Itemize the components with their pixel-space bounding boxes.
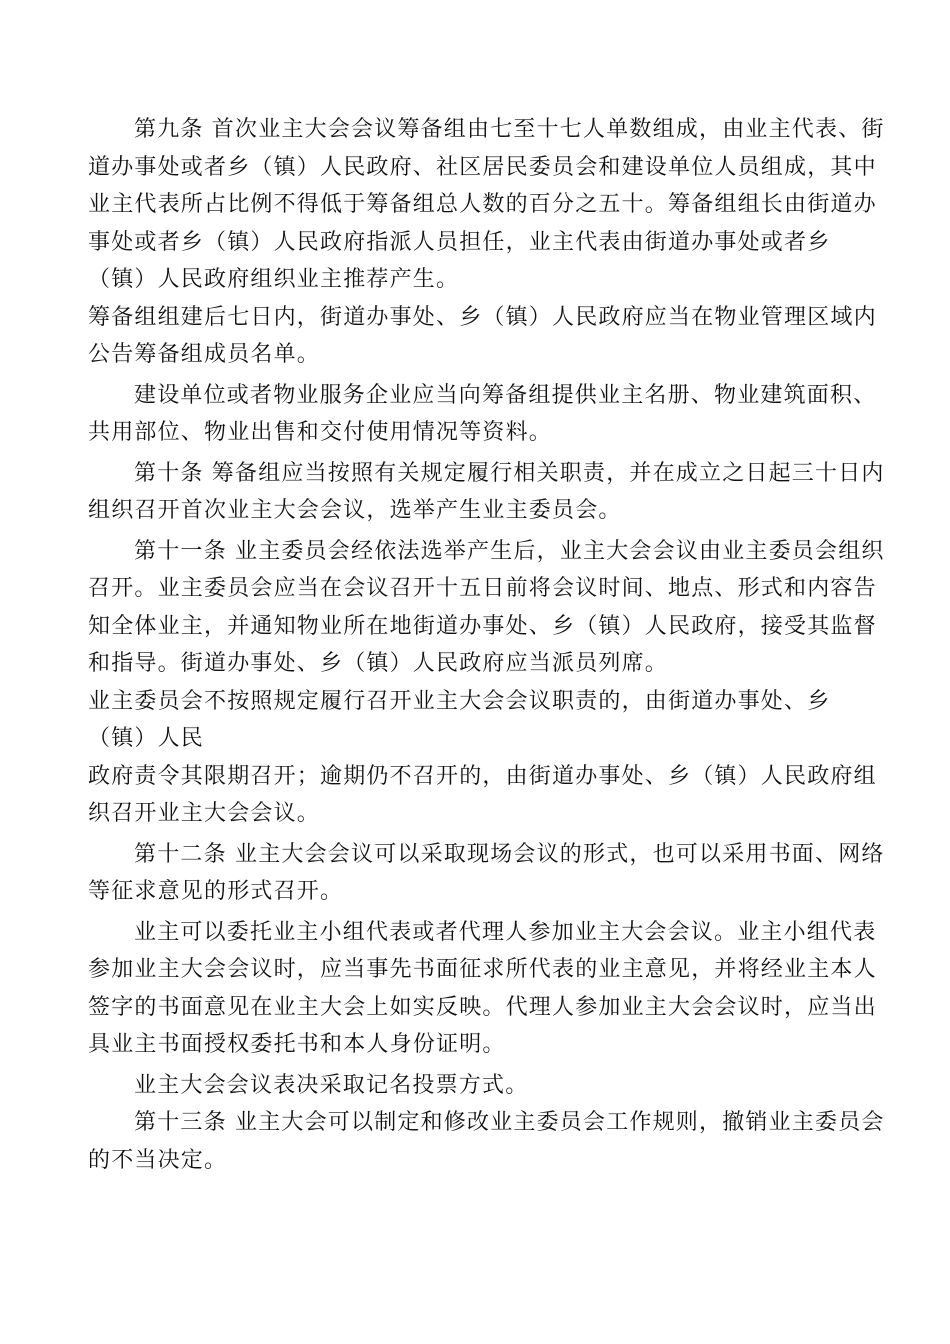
- text-line: 政府责令其限期召开；逾期仍不召开的，由街道办事处、乡（镇）人民政府组: [88, 764, 877, 789]
- text-line: 具业主书面授权委托书和本人身份证明。: [88, 1032, 506, 1057]
- text-line: 知全体业主，并通知物业所在地街道办事处、乡（镇）人民政府，接受其监督: [88, 614, 877, 639]
- text-line: 业主代表所占比例不得低于筹备组总人数的百分之五十。筹备组组长由街道办: [88, 192, 877, 217]
- text-line: 和指导。街道办事处、乡（镇）人民政府应当派员列席。: [88, 651, 669, 676]
- text-line: 召开。业主委员会应当在会议召开十五日前将会议时间、地点、形式和内容告: [88, 576, 877, 601]
- text-line: 签字的书面意见在业主大会上如实反映。代理人参加业主大会会议时，应当出: [88, 995, 877, 1020]
- text-line: 业主委员会不按照规定履行召开业主大会会议职责的，由街道办事处、乡: [88, 689, 831, 714]
- text-line: 等征求意见的形式召开。: [88, 879, 344, 904]
- text-line: 公告筹备组成员名单。: [88, 342, 321, 367]
- text-line: （镇）人民政府组织业主推荐产生。: [88, 267, 460, 292]
- text-line: 第十条 筹备组应当按照有关规定履行相关职责，并在成立之日起三十日内: [134, 461, 885, 486]
- text-line: 建设单位或者物业服务企业应当向筹备组提供业主名册、物业建筑面积、: [134, 383, 877, 408]
- text-line: 织召开业主大会会议。: [88, 801, 321, 826]
- text-line: 筹备组组建后七日内，街道办事处、乡（镇）人民政府应当在物业管理区域内: [88, 305, 877, 330]
- text-line: 道办事处或者乡（镇）人民政府、社区居民委员会和建设单位人员组成，其中: [88, 155, 877, 180]
- text-line: 事处或者乡（镇）人民政府指派人员担任，业主代表由街道办事处或者乡: [88, 230, 831, 255]
- text-line: 共用部位、物业出售和交付使用情况等资料。: [88, 420, 553, 445]
- text-line: 组织召开首次业主大会会议，选举产生业主委员会。: [88, 498, 622, 523]
- text-line: 业主大会会议表决采取记名投票方式。: [134, 1073, 529, 1098]
- text-line: 第十二条 业主大会会议可以采取现场会议的形式，也可以采用书面、网络: [134, 842, 885, 867]
- text-line: 第十三条 业主大会可以制定和修改业主委员会工作规则，撤销业主委员会: [134, 1110, 885, 1135]
- text-line: 第十一条 业主委员会经依法选举产生后，业主大会会议由业主委员会组织: [134, 539, 885, 564]
- text-line: 第九条 首次业主大会会议筹备组由七至十七人单数组成，由业主代表、街: [134, 117, 885, 142]
- text-line: 的不当决定。: [88, 1148, 228, 1173]
- text-line: （镇）人民: [88, 726, 205, 751]
- text-line: 业主可以委托业主小组代表或者代理人参加业主大会会议。业主小组代表: [134, 920, 877, 945]
- text-line: 参加业主大会会议时，应当事先书面征求所代表的业主意见，并将经业主本人: [88, 957, 877, 982]
